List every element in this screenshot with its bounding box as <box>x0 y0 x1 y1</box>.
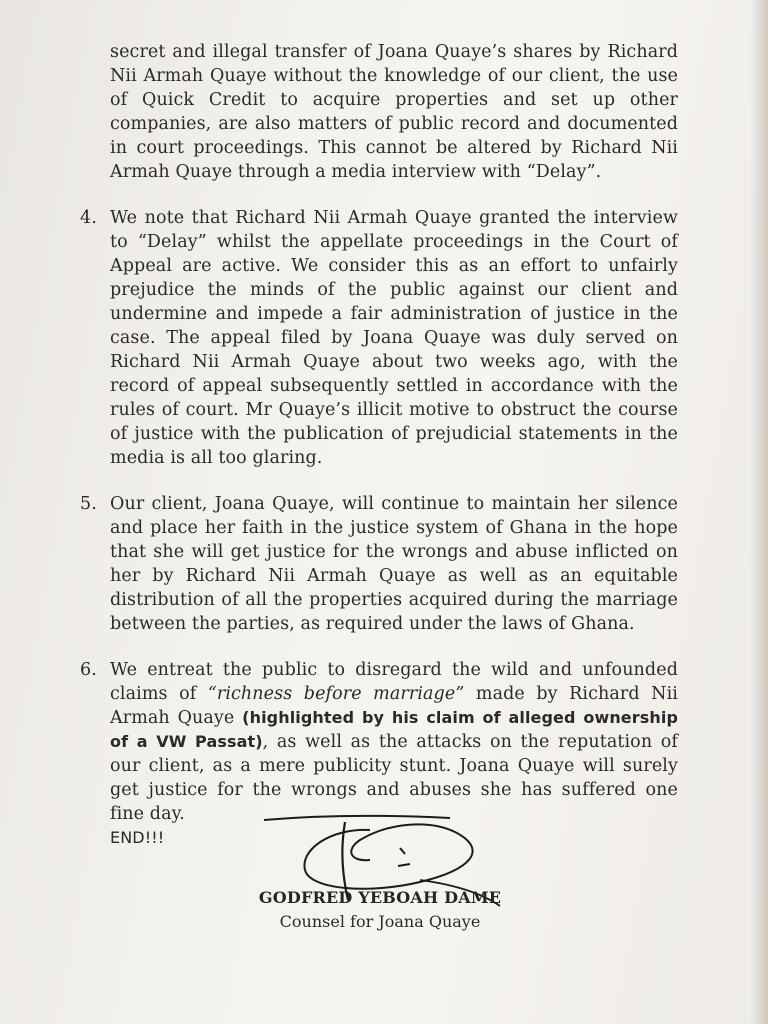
list-item-5 <box>80 492 678 636</box>
item-text-part2: made by Richard Nii Armah Quaye <box>110 684 678 728</box>
continuation-paragraph: secret and illegal transfer of Joana Quaye’s shares by Richard Nii Armah Quaye without the knowledge of our client, the use of Quick Credit to acquire properties and set up other companies, are also matters of public record and documented in court proceedings. This cannot be altered by Richard Nii Armah Quaye through a media interview with “Delay”. <box>110 42 678 182</box>
item-text-part1: We entreat the public to disregard the wild and unfounded claims of <box>110 660 678 704</box>
item-text: We note that Richard Nii Armah Quaye granted the interview to “Delay” whilst the appellate proceedings in the Court of Appeal are active. We consider this as an effort to unfairly prejudice the minds of the public against our client and undermine and impede a fair administration of justice in the case. The appeal filed by Joana Quaye was duly served on Richard Nii Armah Quaye about two weeks ago, with the record of appeal subsequently settled in accordance with the rules of court. Mr Quaye’s illicit motive to obstruct the course of justice with the publication of prejudicial statements in the media is all too glaring. <box>110 208 678 468</box>
list-item-4 <box>80 206 678 470</box>
letter-body <box>80 40 679 850</box>
item-text-part3: , as well as the attacks on the reputation of our client, as a mere publicity stunt. Joana Quaye will surely get justice for the wrongs and abuses she has suffered one fine day. <box>110 732 678 824</box>
item-number: 6. <box>80 660 97 680</box>
item-number: 5. <box>80 494 97 514</box>
list-item-6 <box>80 658 679 826</box>
item-text: Our client, Joana Quaye, will continue to maintain her silence and place her faith in the justice system of Ghana in the hope that she will get justice for the wrongs and abuse inflicted on her by Richard Nii Armah Quaye as well as an equitable distribution of all the properties acquired during the marriage between the parties, as required under the laws of Ghana. <box>110 494 678 634</box>
end-marker: END!!! <box>110 828 165 847</box>
highlighted-claim: (highlighted by his claim of alleged ownership of a VW Passat) <box>110 708 679 751</box>
signatory-title: Counsel for Joana Quaye <box>279 912 481 931</box>
item-text <box>110 658 678 826</box>
signature-block <box>250 810 530 950</box>
quoted-claim: “richness before marriage” <box>207 684 465 704</box>
item-number: 4. <box>80 208 97 228</box>
signatory-name: GODFRED YEBOAH DAME <box>258 888 502 907</box>
